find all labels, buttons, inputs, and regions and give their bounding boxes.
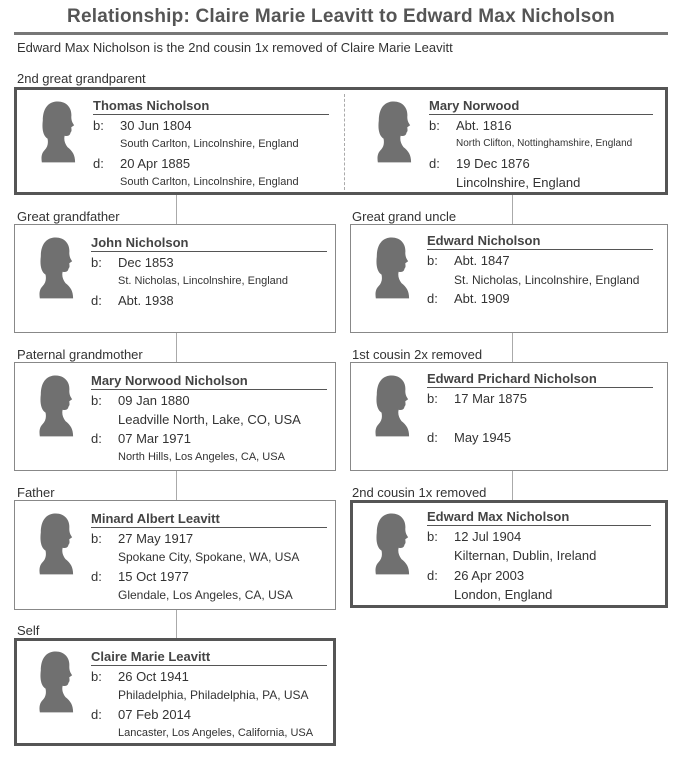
birth-date: 17 Mar 1875 bbox=[454, 391, 527, 406]
gen-label-great-grand-uncle: Great grand uncle bbox=[352, 209, 457, 224]
relationship-summary: Edward Max Nicholson is the 2nd cousin 1x removed of Claire Marie Leavitt bbox=[17, 40, 453, 55]
person-silhouette-icon bbox=[373, 511, 411, 575]
birth-label: b: bbox=[91, 393, 102, 408]
death-place: North Hills, Los Angeles, CA, USA bbox=[118, 451, 285, 463]
card-edward-max-nicholson[interactable] bbox=[350, 500, 668, 608]
person-name-thomas-nicholson[interactable]: Thomas Nicholson bbox=[93, 98, 329, 115]
birth-place: Spokane City, Spokane, WA, USA bbox=[118, 550, 300, 564]
connector-left-3 bbox=[176, 471, 177, 500]
card-edward-prichard-nicholson[interactable] bbox=[350, 362, 668, 471]
death-label: d: bbox=[429, 156, 440, 171]
death-label: d: bbox=[91, 569, 102, 584]
birth-date: 09 Jan 1880 bbox=[118, 393, 190, 408]
card-edward-nicholson[interactable] bbox=[350, 224, 668, 333]
death-date: May 1945 bbox=[454, 430, 512, 445]
death-date: 15 Oct 1977 bbox=[118, 569, 189, 584]
birth-label: b: bbox=[91, 531, 102, 546]
card-2nd-great-grandparents[interactable] bbox=[14, 87, 668, 195]
birth-date: Abt. 1816 bbox=[456, 118, 512, 133]
birth-place: Leadville North, Lake, CO, USA bbox=[118, 412, 301, 427]
gen-label-father: Father bbox=[17, 485, 55, 500]
person-name-mary-norwood-nicholson[interactable]: Mary Norwood Nicholson bbox=[91, 373, 327, 390]
death-date: 19 Dec 1876 bbox=[456, 156, 530, 171]
death-place: London, England bbox=[454, 587, 553, 602]
birth-date: Dec 1853 bbox=[118, 255, 174, 270]
death-label: d: bbox=[91, 431, 102, 446]
birth-label: b: bbox=[429, 118, 440, 133]
couple-divider bbox=[344, 94, 345, 190]
birth-place: Kilternan, Dublin, Ireland bbox=[454, 548, 597, 563]
birth-date: 26 Oct 1941 bbox=[118, 669, 189, 684]
person-name-edward-nicholson[interactable]: Edward Nicholson bbox=[427, 233, 653, 250]
connector-right-2 bbox=[512, 333, 513, 362]
person-silhouette-icon bbox=[37, 235, 75, 299]
death-date: Abt. 1938 bbox=[118, 293, 174, 308]
birth-date: 27 May 1917 bbox=[118, 531, 194, 546]
death-label: d: bbox=[427, 568, 438, 583]
gen-label-2nd-cousin-1x-removed: 2nd cousin 1x removed bbox=[352, 485, 487, 500]
person-silhouette-icon bbox=[39, 99, 77, 163]
person-name-minard-albert-leavitt[interactable]: Minard Albert Leavitt bbox=[91, 511, 327, 528]
person-silhouette-icon bbox=[37, 373, 75, 437]
person-name-mary-norwood[interactable]: Mary Norwood bbox=[429, 98, 653, 115]
death-label: d: bbox=[427, 291, 438, 306]
connector-right-1 bbox=[512, 194, 513, 224]
death-place: Glendale, Los Angeles, CA, USA bbox=[118, 588, 293, 602]
gen-label-self: Self bbox=[17, 623, 40, 638]
person-silhouette-icon bbox=[373, 235, 411, 299]
person-silhouette-icon bbox=[37, 649, 75, 713]
person-silhouette-icon bbox=[375, 99, 413, 163]
person-name-john-nicholson[interactable]: John Nicholson bbox=[91, 235, 327, 252]
card-minard-albert-leavitt[interactable] bbox=[14, 500, 336, 610]
death-place: Lincolnshire, England bbox=[456, 175, 581, 190]
connector-left-2 bbox=[176, 333, 177, 362]
birth-label: b: bbox=[427, 253, 438, 268]
birth-place: St. Nicholas, Lincolnshire, England bbox=[118, 275, 288, 287]
card-john-nicholson[interactable] bbox=[14, 224, 336, 333]
card-claire-marie-leavitt[interactable] bbox=[14, 638, 336, 746]
birth-label: b: bbox=[91, 255, 102, 270]
card-mary-norwood-nicholson[interactable] bbox=[14, 362, 336, 471]
connector-right-3 bbox=[512, 471, 513, 500]
death-label: d: bbox=[427, 430, 438, 445]
death-date: Abt. 1909 bbox=[454, 291, 510, 306]
death-date: 07 Feb 2014 bbox=[118, 707, 192, 722]
person-name-claire-marie-leavitt[interactable]: Claire Marie Leavitt bbox=[91, 649, 327, 666]
gen-label-2nd-great-grandparent: 2nd great grandparent bbox=[17, 71, 146, 86]
gen-label-paternal-grandmother: Paternal grandmother bbox=[17, 347, 143, 362]
title-divider bbox=[14, 32, 668, 35]
death-label: d: bbox=[91, 707, 102, 722]
gen-label-1st-cousin-2x-removed: 1st cousin 2x removed bbox=[352, 347, 483, 362]
birth-label: b: bbox=[427, 391, 438, 406]
person-name-edward-prichard-nicholson[interactable]: Edward Prichard Nicholson bbox=[427, 371, 653, 388]
page-title: Relationship: Claire Marie Leavitt to Edward Max Nicholson bbox=[67, 6, 615, 27]
death-place: Lancaster, Los Angeles, California, USA bbox=[118, 727, 314, 739]
birth-date: 12 Jul 1904 bbox=[454, 529, 522, 544]
death-date: 20 Apr 1885 bbox=[120, 156, 191, 171]
birth-place: North Clifton, Nottinghamshire, England bbox=[456, 138, 633, 149]
death-date: 07 Mar 1971 bbox=[118, 431, 191, 446]
birth-place: St. Nicholas, Lincolnshire, England bbox=[454, 273, 640, 287]
birth-place: South Carlton, Lincolnshire, England bbox=[120, 138, 299, 150]
connector-left-1 bbox=[176, 194, 177, 224]
birth-label: b: bbox=[93, 118, 104, 133]
person-name-edward-max-nicholson[interactable]: Edward Max Nicholson bbox=[427, 509, 651, 526]
birth-date: 30 Jun 1804 bbox=[120, 118, 192, 133]
birth-date: Abt. 1847 bbox=[454, 253, 510, 268]
death-date: 26 Apr 2003 bbox=[454, 568, 525, 583]
birth-label: b: bbox=[91, 669, 102, 684]
death-label: d: bbox=[91, 293, 102, 308]
person-silhouette-icon bbox=[37, 511, 75, 575]
death-label: d: bbox=[93, 156, 104, 171]
birth-label: b: bbox=[427, 529, 438, 544]
person-silhouette-icon bbox=[373, 373, 411, 437]
death-place: South Carlton, Lincolnshire, England bbox=[120, 176, 299, 188]
connector-left-4 bbox=[176, 610, 177, 638]
gen-label-great-grandfather: Great grandfather bbox=[17, 209, 120, 224]
birth-place: Philadelphia, Philadelphia, PA, USA bbox=[118, 688, 309, 702]
